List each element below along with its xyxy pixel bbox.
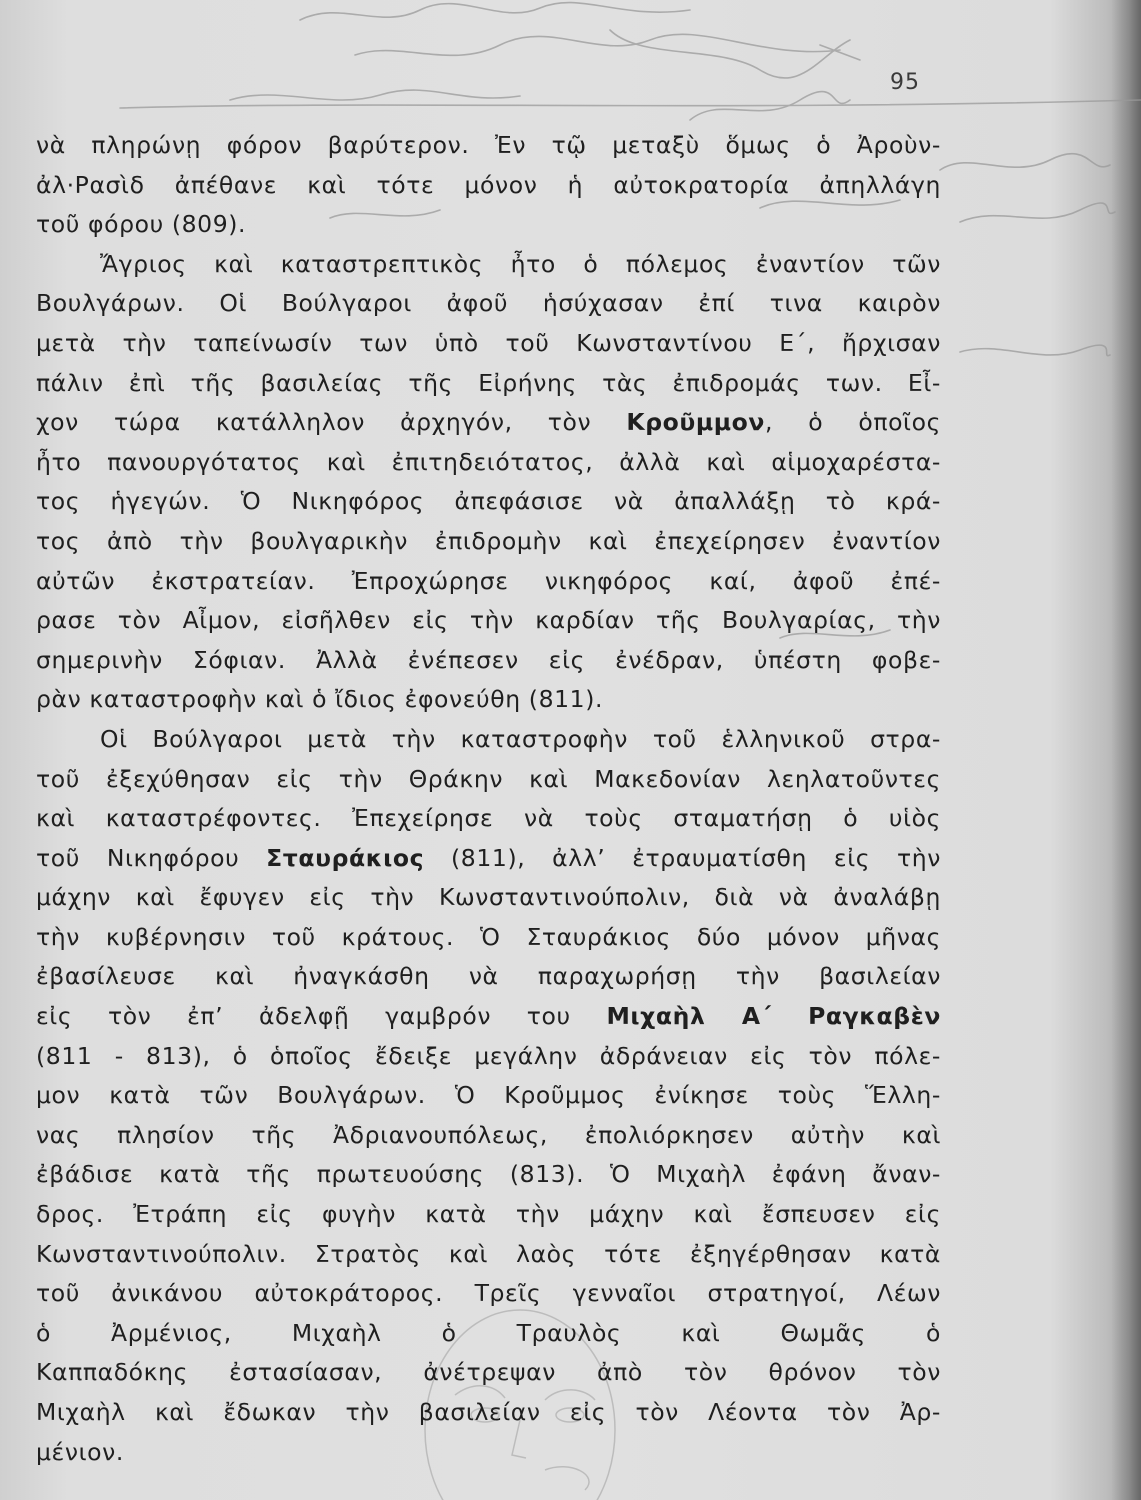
text-line: [36, 245, 941, 285]
text-run: νας πλησίον τῆς Ἀδριανουπόλεως, ἐπολιόρκησεν αὐτὴν καὶ: [36, 1120, 941, 1149]
text-run: μένιον.: [36, 1437, 124, 1466]
text-line: [36, 720, 941, 760]
scribble-right-1: [940, 154, 1110, 170]
text-line: [36, 1116, 941, 1156]
bold-name: Μιχαὴλ Α΄ Ραγκαβὲν: [606, 1002, 942, 1031]
text-run: καὶ καταστρέφοντες. Ἐπεχείρησε νὰ τοὺς σταματήσῃ ὁ υἱὸς: [36, 804, 941, 833]
text-line: [36, 205, 941, 245]
text-line: [36, 482, 941, 522]
text-line: [36, 1314, 941, 1354]
text-line: [36, 799, 941, 839]
text-line: [36, 443, 941, 483]
text-run: ρασε τὸν Αἶμον, εἰσῆλθεν εἰς τὴν καρδίαν τῆς Βουλγαρίας, τὴν: [36, 606, 941, 635]
bold-name: Κροῦμμον: [626, 408, 765, 437]
text-line: [36, 641, 941, 681]
text-run: τοῦ ἐξεχύθησαν εἰς τὴν Θράκην καὶ Μακεδονίαν λεηλατοῦντες: [36, 764, 941, 793]
text-line: [36, 403, 941, 443]
text-line: [36, 839, 941, 879]
text-run: Ἄγριος καὶ καταστρεπτικὸς ἦτο ὁ πόλεμος ἐναντίον τῶν: [100, 249, 941, 278]
text-line: [36, 1155, 941, 1195]
text-run: χον τώρα κατάλληλον ἀρχηγόν, τὸν: [36, 408, 627, 437]
text-run: Οἱ Βούλγαροι μετὰ τὴν καταστροφὴν τοῦ ἑλληνικοῦ στρα-: [100, 724, 941, 753]
text-run: δρος. Ἐτράπη εἰς φυγὴν κατὰ τὴν μάχην καὶ ἔσπευσεν εἰς: [36, 1200, 941, 1229]
text-run: Μιχαὴλ καὶ ἔδωκαν τὴν βασιλείαν εἰς τὸν Λέοντα τὸν Ἀρ-: [36, 1398, 941, 1426]
text-line: [36, 324, 941, 364]
text-run: ἀλ·Ρασὶδ ἀπέθανε καὶ τότε μόνον ἡ αὐτοκρατορία ἀπηλλάγη: [36, 170, 941, 199]
scribble-top-1: [300, 3, 690, 20]
scribble-right-2: [960, 203, 1115, 222]
text-line: [36, 760, 941, 800]
text-line: [36, 284, 941, 324]
page-number: 95: [890, 70, 920, 95]
text-run: εἰς τὸν ἐπ’ ἀδελφῇ γαμβρόν του: [36, 1002, 607, 1031]
text-run: ὁ Ἀρμένιος, Μιχαὴλ ὁ Τραυλὸς καὶ Θωμᾶς ὁ: [36, 1318, 941, 1347]
text-run: τος ἀπὸ τὴν βουλγαρικὴν ἐπιδρομὴν καὶ ἐπεχείρησεν ἐναντίον: [36, 526, 941, 555]
scribble-rule: [120, 100, 1141, 108]
text-run: τος ἡγεγών. Ὁ Νικηφόρος ἀπεφάσισε νὰ ἀπαλλάξῃ τὸ κρά-: [36, 487, 941, 516]
text-run: μον κατὰ τῶν Βουλγάρων. Ὁ Κροῦμμος ἐνίκησε τοὺς Ἕλλη-: [36, 1081, 941, 1110]
text-line: [36, 1076, 941, 1116]
text-run: ρὰν καταστροφὴν καὶ ὁ ἴδιος ἐφονεύθη (811).: [36, 685, 604, 714]
text-run: πάλιν ἐπὶ τῆς βασιλείας τῆς Εἰρήνης τὰς ἐπιδρομάς των. Εἶ-: [36, 368, 941, 397]
text-run: Βουλγάρων. Οἱ Βούλγαροι ἀφοῦ ἡσύχασαν ἐπί τινα καιρὸν: [36, 289, 941, 318]
text-line: [36, 918, 941, 958]
text-line: [36, 957, 941, 997]
text-run: νὰ πληρώνῃ φόρον βαρύτερον. Ἐν τῷ μεταξὺ ὅμως ὁ Ἀροὺν-: [36, 131, 941, 159]
text-run: τοῦ Νικηφόρου: [36, 843, 267, 872]
text-line: [36, 1353, 941, 1393]
scribble-top-2: [355, 34, 840, 55]
text-run: αὐτῶν ἐκστρατείαν. Ἐπροχώρησε νικηφόρος καί, ἀφοῦ ἐπέ-: [36, 566, 941, 595]
scribble-top-4: [610, 30, 850, 78]
text-line: [36, 1433, 941, 1473]
scribble-right-3: [960, 345, 1110, 356]
text-line: [36, 1037, 941, 1077]
text-line: [36, 878, 941, 918]
text-line: [36, 166, 941, 206]
text-line: [36, 1195, 941, 1235]
text-run: ἐβασίλευσε καὶ ἠναγκάσθη νὰ παραχωρήσῃ τὴν βασιλείαν: [36, 962, 941, 991]
body-text: [36, 126, 941, 1472]
text-run: σημερινὴν Σόφιαν. Ἀλλὰ ἐνέπεσεν εἰς ἐνέδραν, ὑπέστη φοβε-: [36, 645, 941, 674]
text-line: [36, 1393, 941, 1433]
text-line: [36, 126, 941, 166]
text-line: [36, 522, 941, 562]
bold-name: Σταυράκιος: [266, 843, 425, 872]
text-line: [36, 1274, 941, 1314]
text-run: ἦτο πανουργότατος καὶ ἐπιτηδειότατος, ἀλλὰ καὶ αἱμοχαρέστα-: [36, 447, 941, 476]
text-run: ἐβάδισε κατὰ τῆς πρωτευούσης (813). Ὁ Μιχαὴλ ἐφάνη ἄναν-: [36, 1160, 941, 1189]
text-run: μετὰ τὴν ταπείνωσίν των ὑπὸ τοῦ Κωνσταντίνου Ε΄, ἤρχισαν: [36, 328, 941, 357]
text-run: Καππαδόκης ἐστασίασαν, ἀνέτρεψαν ἀπὸ τὸν θρόνον τὸν: [36, 1358, 941, 1387]
text-line: [36, 997, 941, 1037]
text-line: [36, 562, 941, 602]
text-run: (811 - 813), ὁ ὁποῖος ἔδειξε μεγάλην ἀδράνειαν εἰς τὸν πόλε-: [36, 1041, 941, 1070]
text-run: , ὁ ὁποῖος: [765, 408, 941, 437]
text-line: [36, 601, 941, 641]
text-line: [36, 1235, 941, 1275]
text-run: τὴν κυβέρνησιν τοῦ κράτους. Ὁ Σταυράκιος δύο μόνον μῆνας: [36, 922, 941, 951]
text-line: [36, 680, 941, 720]
text-run: τοῦ ἀνικάνου αὐτοκράτορος. Τρεῖς γενναῖοι στρατηγοί, Λέων: [36, 1279, 941, 1308]
text-line: [36, 364, 941, 404]
text-run: Κωνσταντινούπολιν. Στρατὸς καὶ λαὸς τότε ἐξηγέρθησαν κατὰ: [36, 1239, 941, 1268]
scribble-top-3: [230, 90, 520, 100]
text-run: τοῦ φόρου (809).: [36, 210, 247, 239]
text-run: μάχην καὶ ἔφυγεν εἰς τὴν Κωνσταντινούπολιν, διὰ νὰ ἀναλάβῃ: [36, 883, 941, 912]
text-run: (811), ἀλλ’ ἐτραυματίσθη εἰς τὴν: [424, 843, 941, 872]
